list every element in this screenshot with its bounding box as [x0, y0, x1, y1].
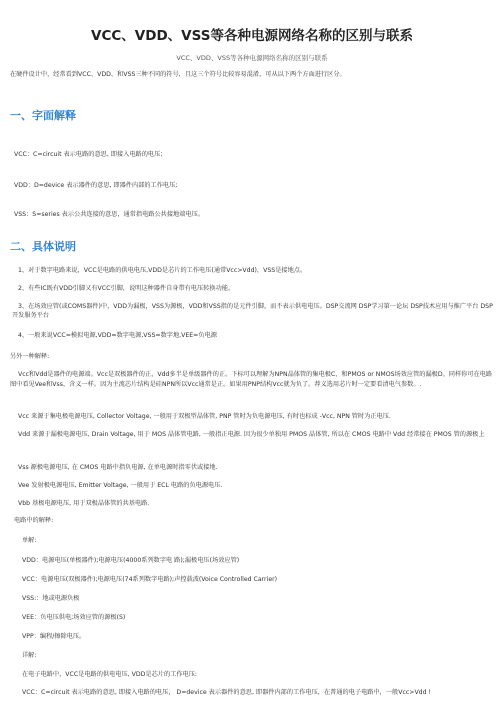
alt-paragraph-vbb: Vbb 基极电源电压, 用于双极晶体管的共基电路. — [18, 500, 150, 507]
section-heading-detail: 二、具体说明 — [10, 240, 76, 253]
definition-vcc: VCC：C=circuit 表示电路的意思, 即接入电路的电压； — [14, 151, 167, 158]
detail-explanation-label: 详解: — [22, 652, 37, 659]
alt-paragraph-vss: Vss 源极电源电压, 在 CMOS 电路中指负电源, 在单电源时指零伏或接地. — [18, 464, 218, 471]
single-vee: VEE：负电压供电;场效应管的源极(S) — [22, 614, 126, 621]
alt-paragraph-vcc: Vcc 来源于集电极电源电压, Collector Voltage, 一般用于双极型晶体管, PNP 管时为负电源电压, 有时也标成 -Vcc, NPN 管时为正电压. — [18, 413, 391, 420]
alt-paragraph-vdd: Vdd 来源于漏极电源电压, Drain Voltage, 用于 MOS 晶体管电路, 一般指正电源. 因为很少单独用 PMOS 晶体管, 所以在 CMOS 电路中 Vdd 经常接在 PMOS 管的源极上 — [18, 431, 485, 438]
single-vpp: VPP：编程/擦除电压。 — [22, 633, 86, 640]
alt-explanation-label: 另外一种解释: — [10, 353, 50, 360]
definition-vss: VSS：S=series 表示公共连接的意思，通常指电路公共接地端电压。 — [14, 211, 204, 218]
intro-paragraph: 在硬件设计中，经常看到VCC、VDD、和VSS三种不同的符号，且这三个符号比较容易混淆，可从以下两个方面进行区分。 — [10, 71, 346, 78]
detail-line-1: 在电子电路中，VCC是电路的供电电压, VDD是芯片的工作电压: — [22, 671, 197, 678]
list-item-3: 3、在场效应管(或COMS器件)中，VDD为漏极，VSS为源极，VDD和VSS指的是元件引脚，而不表示供电电压。DSP交流网 DSP学习第一论坛 DSP技术应用与推广平台 DSP开发服务平台 — [12, 303, 493, 319]
single-explanation-label: 单解: — [22, 537, 37, 544]
section-heading-literal: 一、字面解释 — [10, 109, 76, 122]
alt-paragraph-1: Vcc和Vdd是器件的电源端。Vcc是双极器件的正，Vdd多半是单级器件的正。下标可以理解为NPN晶体管的集电极C，和PMOS or NMOS场效应管的漏极D。同样你可在电路图中看见Vee和Vss，含义一样。因为主流芯片结构是硅NPN所以Vcc通常是正。如果用PNP结构Vcc就为负了。荐义选用芯片时一定要看清电气参数。. — [10, 371, 493, 388]
single-vss: VSS:：地或电源负极 — [22, 595, 80, 602]
list-item-1: 1、对于数字电路来说，VCC是电路的供电电压,VDD是芯片的工作电压(通常Vcc>Vdd)，VSS是接地点。 — [18, 267, 307, 274]
page-subtitle: VCC、VDD、VSS等各种电源网络名称的区别与联系 — [176, 54, 328, 62]
page-title: VCC、VDD、VSS等各种电源网络名称的区别与联系 — [91, 28, 413, 44]
definition-vdd: VDD：D=device 表示器件的意思, 即器件内部的工作电压; — [14, 182, 178, 189]
list-item-4: 4、一般来说VCC=模拟电源,VDD=数字电源,VSS=数字地,VEE=负电源 — [18, 332, 217, 339]
single-vdd: VDD：电源电压(单极器件);电源电压(4000系列数字电 路);漏极电压(场效应管) — [22, 557, 240, 564]
circuit-explanation-label: 电路中的解释: — [14, 517, 54, 524]
detail-line-2: VCC：C=circuit 表示电路的意思, 即接入电路的电压， D=device 表示器件的意思, 即器件内部的工作电压，在普通的电子电路中，一般Vcc>Vdd ! — [22, 689, 431, 696]
alt-paragraph-vee: Vee 发射极电源电压, Emitter Voltage, 一般用于 ECL 电路的负电源电压. — [18, 482, 223, 489]
list-item-2: 2、有些IC既有VDD引脚又有VCC引脚，说明这种器件自身带有电压转换功能。 — [18, 285, 235, 292]
single-vcc: VCC：电源电压(双极器件);电源电压(74系列数字电路);声控载波(Voice Controlled Carrier) — [22, 576, 278, 583]
